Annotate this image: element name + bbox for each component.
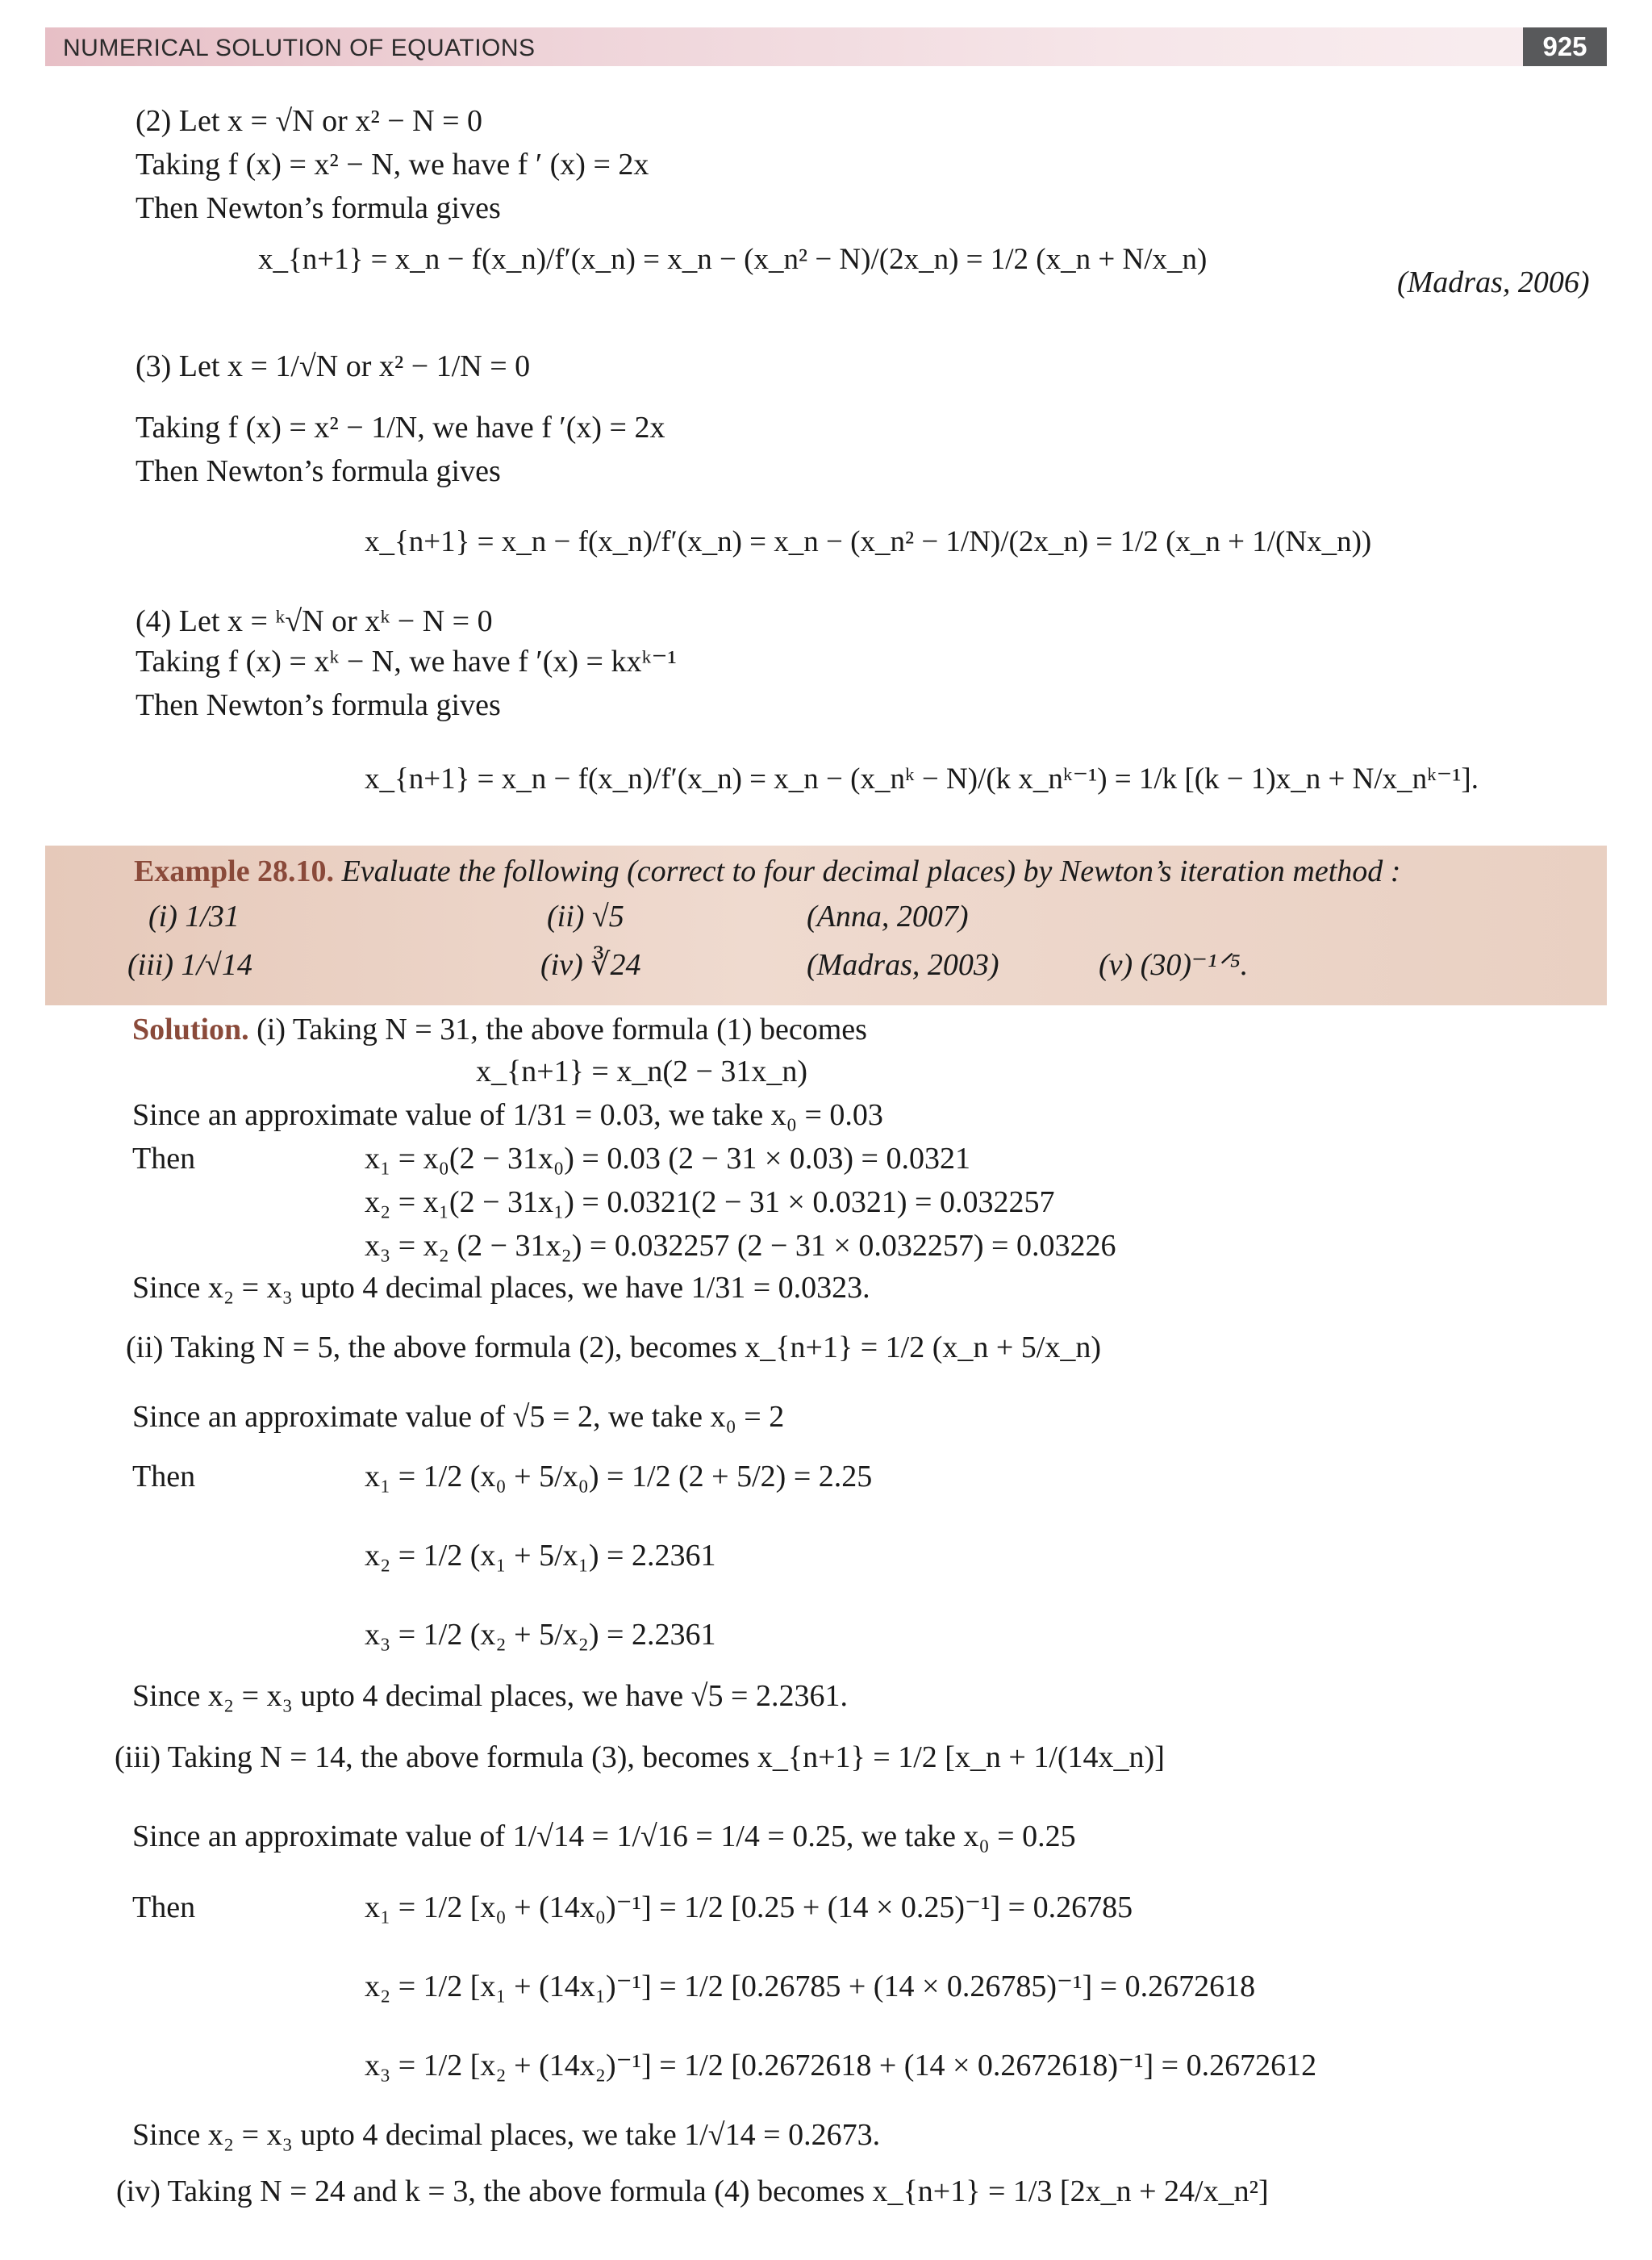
example-cite-iv: (Madras, 2003) <box>807 948 999 982</box>
s2-x1: x₁ = 1/2 (x₀ + 5/x₀) = 1/2 (2 + 5/2) = 2.25 <box>365 1460 873 1493</box>
s3-x2: x₂ = 1/2 [x₁ + (14x₁)⁻¹] = 1/2 [0.26785 + (14 × 0.26785)⁻¹] = 0.2672618 <box>365 1970 1256 2003</box>
example-cite-ii: (Anna, 2007) <box>807 900 969 934</box>
s2-x3: x₃ = 1/2 (x₂ + 5/x₂) = 2.2361 <box>365 1618 716 1652</box>
example-title: Example 28.10. <box>134 854 335 888</box>
solution-intro <box>132 1012 867 1049</box>
s3-x1: x₁ = 1/2 [x₀ + (14x₀)⁻¹] = 1/2 [0.25 + (14 × 0.25)⁻¹] = 0.26785 <box>365 1890 1133 1924</box>
s1-then: Then <box>132 1142 196 1176</box>
sec3-line1: (3) Let x = 1/√N or x² − 1/N = 0 <box>136 349 531 383</box>
example-item-iii: (iii) 1/√14 <box>127 948 252 982</box>
s2-approx: Since an approximate value of √5 = 2, we take x₀ = 2 <box>132 1400 785 1434</box>
sec2-citation: (Madras, 2006) <box>1397 265 1590 299</box>
sec4-line2: Taking f (x) = xᵏ − N, we have f ′(x) = kxᵏ⁻¹ <box>136 645 677 679</box>
s3-intro: (iii) Taking N = 14, the above formula (3), becomes x_{n+1} = 1/2 [x_n + 1/(14x_n)] <box>115 1740 1165 1774</box>
s1-x1: x₁ = x₀(2 − 31x₀) = 0.03 (2 − 31 × 0.03) = 0.0321 <box>365 1142 970 1176</box>
s1-formula: x_{n+1} = x_n(2 − 31x_n) <box>476 1055 808 1088</box>
example-text: Evaluate the following (correct to four decimal places) by Newton’s iteration method : <box>341 854 1401 888</box>
sec2-formula: x_{n+1} = x_n − f(x_n)/f′(x_n) = x_n − (x_n² − N)/(2x_n) = 1/2 (x_n + N/x_n) <box>258 243 1208 276</box>
sec3-line3: Then Newton’s formula gives <box>136 454 501 488</box>
s1-approx: Since an approximate value of 1/31 = 0.03, we take x₀ = 0.03 <box>132 1098 883 1132</box>
sec4-line3: Then Newton’s formula gives <box>136 688 501 722</box>
chapter-title: NUMERICAL SOLUTION OF EQUATIONS <box>63 35 536 61</box>
sec4-formula: x_{n+1} = x_n − f(x_n)/f′(x_n) = x_n − (x_nᵏ − N)/(k x_nᵏ⁻¹) = 1/k [(k − 1)x_n + N/x_nᵏ⁻¹]. <box>365 762 1479 796</box>
example-box <box>45 846 1607 1005</box>
sec3-formula: x_{n+1} = x_n − f(x_n)/f′(x_n) = x_n − (x_n² − 1/N)/(2x_n) = 1/2 (x_n + 1/(Nx_n)) <box>365 525 1372 558</box>
example-item-v: (v) (30)⁻¹ᐟ⁵. <box>1099 948 1249 982</box>
s4-intro: (iv) Taking N = 24 and k = 3, the above formula (4) becomes x_{n+1} = 1/3 [2x_n + 24/x_n²] <box>116 2174 1269 2208</box>
sec4-line1: (4) Let x = ᵏ√N or xᵏ − N = 0 <box>136 604 493 638</box>
example-heading <box>134 854 1400 891</box>
example-item-i: (i) 1/31 <box>148 900 240 934</box>
page-number: 925 <box>1523 27 1607 66</box>
s2-x2: x₂ = 1/2 (x₁ + 5/x₁) = 2.2361 <box>365 1539 716 1573</box>
example-item-ii: (ii) √5 <box>547 900 624 934</box>
sec2-line3: Then Newton’s formula gives <box>136 191 501 225</box>
s2-conclusion: Since x₂ = x₃ upto 4 decimal places, we have √5 = 2.2361. <box>132 1679 848 1713</box>
s1-x3: x₃ = x₂ (2 − 31x₂) = 0.032257 (2 − 31 × 0.032257) = 0.03226 <box>365 1229 1116 1263</box>
s1-intro: (i) Taking N = 31, the above formula (1) becomes <box>257 1013 867 1046</box>
s2-then: Then <box>132 1460 196 1493</box>
running-header <box>45 27 1607 66</box>
example-item-iv: (iv) ∛24 <box>540 948 641 982</box>
s3-then: Then <box>132 1890 196 1924</box>
s1-conclusion: Since x₂ = x₃ upto 4 decimal places, we have 1/31 = 0.0323. <box>132 1271 870 1305</box>
s3-x3: x₃ = 1/2 [x₂ + (14x₂)⁻¹] = 1/2 [0.2672618 + (14 × 0.2672618)⁻¹] = 0.2672612 <box>365 2049 1317 2082</box>
solution-title: Solution. <box>132 1013 249 1046</box>
sec2-line1: (2) Let x = √N or x² − N = 0 <box>136 104 483 138</box>
s1-x2: x₂ = x₁(2 − 31x₁) = 0.0321(2 − 31 × 0.0321) = 0.032257 <box>365 1185 1055 1219</box>
sec2-line2: Taking f (x) = x² − N, we have f ′ (x) = 2x <box>136 148 649 182</box>
s3-conclusion: Since x₂ = x₃ upto 4 decimal places, we take 1/√14 = 0.2673. <box>132 2118 881 2152</box>
s3-approx: Since an approximate value of 1/√14 = 1/√16 = 1/4 = 0.25, we take x₀ = 0.25 <box>132 1819 1076 1853</box>
sec3-line2: Taking f (x) = x² − 1/N, we have f ′(x) = 2x <box>136 411 665 445</box>
s2-intro: (ii) Taking N = 5, the above formula (2), becomes x_{n+1} = 1/2 (x_n + 5/x_n) <box>126 1331 1101 1364</box>
